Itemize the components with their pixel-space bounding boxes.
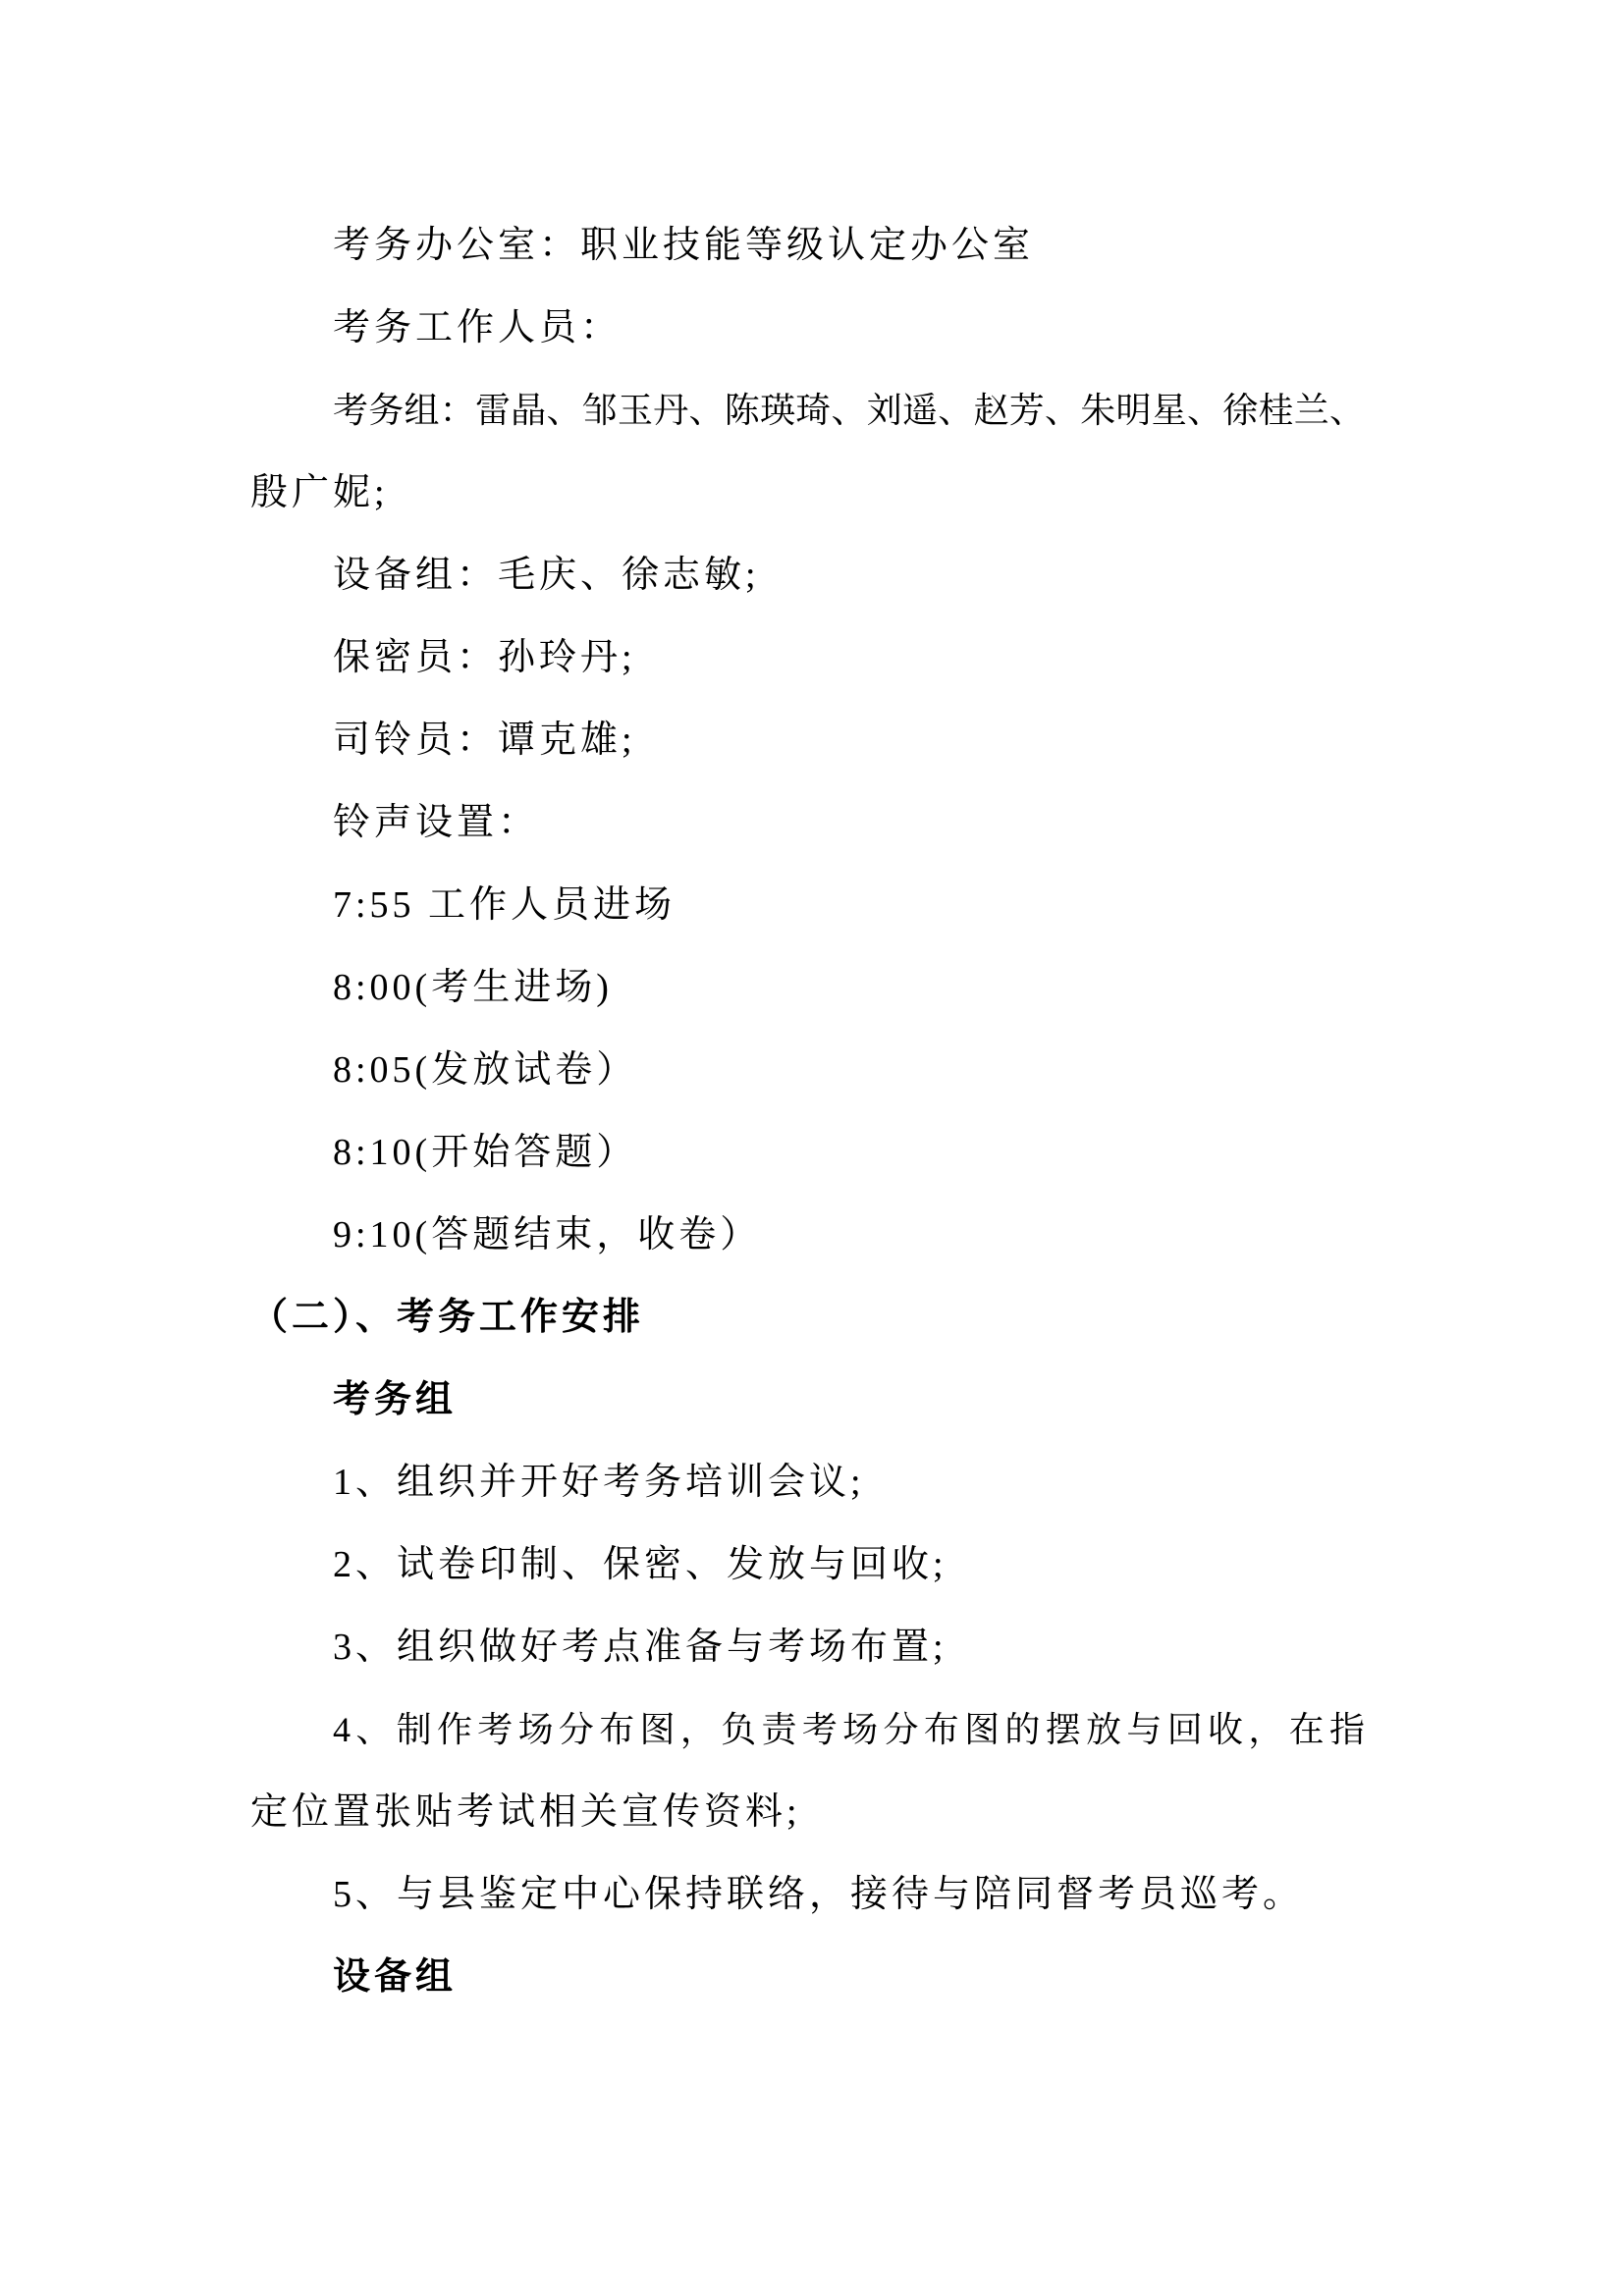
- document-content: [250, 204, 1365, 2018]
- text-line: （二）、考务工作安排: [250, 1297, 645, 1338]
- text-line: 1、组织并开好考务培训会议;: [333, 1462, 865, 1503]
- text-line: 2、试卷印制、保密、发放与回收;: [333, 1544, 947, 1585]
- text-line: 铃声设置：: [333, 802, 540, 843]
- text-line: 8:05(发放试卷）: [333, 1049, 638, 1091]
- text-line: 8:00(考生进场): [333, 967, 613, 1008]
- text-line: 考务组: [333, 1379, 458, 1420]
- text-line: 保密员：孙玲丹;: [333, 637, 636, 678]
- text-line: 7:55 工作人员进场: [333, 884, 677, 926]
- text-line: 9:10(答题结束，收卷）: [333, 1214, 762, 1255]
- text-line: 考务工作人员：: [333, 307, 623, 348]
- text-line: 5、与县鉴定中心保持联络，接待与陪同督考员巡考。: [333, 1874, 1305, 1915]
- text-line: 设备组：毛庆、徐志敏;: [333, 555, 760, 596]
- text-line: 8:10(开始答题）: [333, 1132, 638, 1173]
- text-line: 定位置张贴考试相关宣传资料;: [250, 1791, 801, 1833]
- text-line: 考务办公室：职业技能等级认定办公室: [333, 225, 1035, 266]
- text-line: 4、制作考场分布图，负责考场分布图的摆放与回收，在指: [333, 1710, 1365, 1749]
- text-line: 考务组：雷晶、邹玉丹、陈瑛琦、刘遥、赵芳、朱明星、徐桂兰、: [333, 391, 1365, 430]
- text-line: 司铃员：谭克雄;: [333, 720, 636, 761]
- text-line: 殷广妮;: [250, 472, 389, 513]
- text-line: 设备组: [333, 1956, 458, 1998]
- text-line: 3、组织做好考点准备与考场布置;: [333, 1627, 947, 1668]
